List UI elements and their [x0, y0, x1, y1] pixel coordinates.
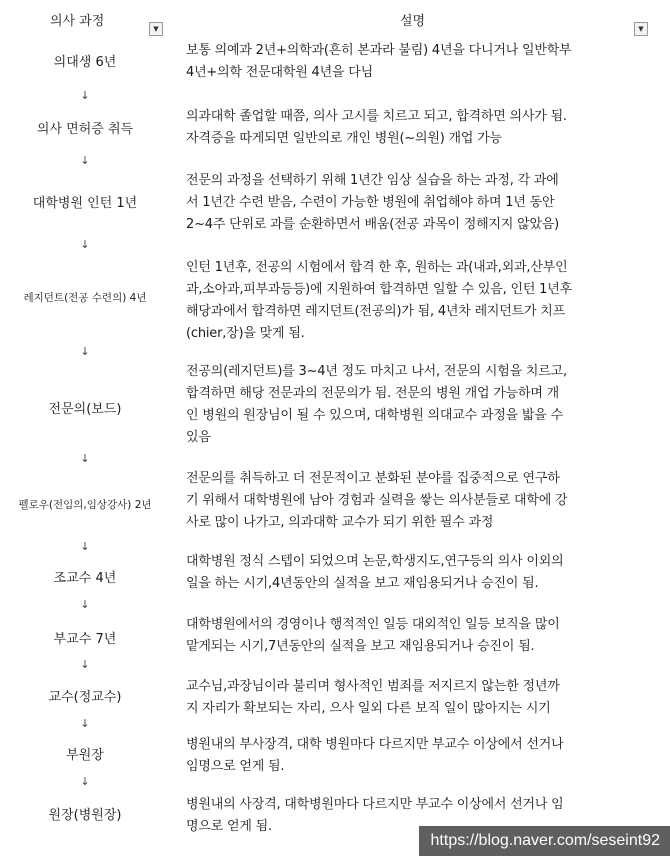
- down-arrow-icon: ↓: [80, 598, 90, 611]
- description-line: (chier,장)을 맞게 됨.: [186, 326, 305, 341]
- down-arrow-icon: ↓: [80, 717, 90, 730]
- stage-description: [186, 468, 664, 534]
- stage-description: [186, 614, 664, 658]
- description-line: 전공의(레지던트)를 3~4년 정도 마치고 나서, 전문의 시험을 치르고,: [186, 364, 567, 379]
- description-line: 4년+의학 전문대학원 4년을 다님: [186, 65, 373, 80]
- description-line: 해당과에서 합격하면 레지던트(전공의)가 됨, 4년차 레지던트가 치프: [186, 304, 566, 319]
- description-line: 맡게되는 시기,7년동안의 실적을 보고 재임용되거나 승진이 됨.: [186, 639, 535, 654]
- filter-dropdown-description[interactable]: [634, 22, 648, 36]
- description-line: 명으로 얻게 됨.: [186, 819, 272, 834]
- blog-watermark: https://blog.naver.com/seseint92: [419, 826, 670, 856]
- career-table: [2, 0, 666, 852]
- chevron-down-icon: ▼: [638, 24, 644, 33]
- description-line: 2~4주 단위로 과를 순환하면서 배움(전공 과목이 정해지지 않았음): [186, 217, 560, 232]
- stage-description: [186, 734, 664, 778]
- stage-label: 의대생 6년: [53, 55, 117, 70]
- description-line: 인턴 1년후, 전공의 시험에서 합격 한 후, 원하는 과(내과,외과,산부인: [186, 260, 568, 275]
- stage-description: [186, 257, 664, 345]
- stage-description: [186, 170, 664, 236]
- description-line: 자격증을 따게되면 일반의로 개인 병원(~의원) 개업 가능: [186, 131, 502, 146]
- table-header: [2, 0, 666, 40]
- down-arrow-icon: ↓: [80, 775, 90, 788]
- chevron-down-icon: ▼: [153, 24, 159, 33]
- down-arrow-icon: ↓: [80, 452, 90, 465]
- description-line: 전문의를 취득하고 더 전문적이고 분화된 분야를 집중적으로 연구하: [186, 471, 560, 486]
- description-line: 인 병원의 원장님이 될 수 있으며, 대학병원 의대교수 과정을 밟을 수: [186, 408, 563, 423]
- description-line: 대학병원에서의 경영이나 행적적인 일등 대외적인 일등 보직을 많이: [186, 617, 560, 632]
- header-label-stage: 의사 과정: [50, 14, 105, 29]
- header-label-description: 설명: [400, 14, 426, 29]
- description-line: 일을 하는 시기,4년동안의 실적을 보고 재임용되거나 승진이 됨.: [186, 576, 539, 591]
- description-line: 합격하면 해당 전문과의 전문의가 됨. 전문의 병원 개업 가능하며 개: [186, 386, 559, 401]
- down-arrow-icon: ↓: [80, 540, 90, 553]
- down-arrow-icon: ↓: [80, 345, 90, 358]
- filter-dropdown-stage[interactable]: [149, 22, 163, 36]
- description-line: 병원내의 사장격, 대학병원마다 다르지만 부교수 이상에서 선거나 임: [186, 797, 564, 812]
- stage-label: 의사 면허증 취득: [36, 122, 134, 137]
- description-line: 기 위해서 대학병원에 남아 경험과 실력을 쌓는 의사분들로 대학에 강: [186, 493, 568, 508]
- header-cell-stage: [2, 0, 168, 40]
- down-arrow-icon: ↓: [80, 89, 90, 102]
- stage-label: 전문의(보드): [48, 402, 122, 417]
- stage-label: 부원장: [66, 748, 104, 763]
- stage-label: 원장(병원장): [48, 808, 122, 823]
- description-line: 전문의 과정을 선택하기 위해 1년간 임상 실습을 하는 과정, 각 과에: [186, 173, 559, 188]
- description-line: 보통 의예과 2년+의학과(흔히 본과라 불림) 4년을 다니거나 일반학부: [186, 43, 572, 58]
- down-arrow-icon: ↓: [80, 238, 90, 251]
- description-line: 과,소아과,피부과등등)에 지원하여 합격하면 일할 수 있음, 인턴 1년후: [186, 282, 572, 297]
- stage-description: [186, 551, 664, 595]
- down-arrow-icon: ↓: [80, 658, 90, 671]
- description-line: 대학병원 정식 스텝이 되었으며 논문,학생지도,연구등의 의사 이외의: [186, 554, 564, 569]
- description-line: 사로 많이 나가고, 의과대학 교수가 되기 위한 필수 과정: [186, 515, 494, 530]
- description-line: 있음: [186, 430, 211, 445]
- stage-description: [186, 676, 664, 720]
- description-line: 서 1년간 수련 받음, 수련이 가능한 병원에 취업해야 하며 1년 동안: [186, 195, 555, 210]
- stage-label: 대학병원 인턴 1년: [32, 196, 138, 211]
- stage-description: [186, 40, 664, 84]
- stage-label: 교수(정교수): [48, 690, 122, 705]
- stage-label: 부교수 7년: [53, 632, 117, 647]
- stage-label: 펠로우(전임의,임상강사) 2년: [18, 499, 152, 511]
- description-line: 임명으로 얻게 됨.: [186, 759, 285, 774]
- description-line: 병원내의 부사장격, 대학 병원마다 다르지만 부교수 이상에서 선거나: [186, 737, 564, 752]
- description-line: 의과대학 졸업할 때쯤, 의사 고시를 치르고 되고, 합격하면 의사가 됨.: [186, 109, 567, 124]
- header-cell-description: [170, 0, 666, 40]
- stage-description: [186, 106, 664, 150]
- description-line: 교수님,과장님이라 불리며 형사적인 범죄를 저지르지 않는한 정년까: [186, 679, 560, 694]
- stage-label: 조교수 4년: [53, 571, 117, 586]
- stage-description: [186, 361, 664, 449]
- description-line: 지 자리가 확보되는 자리, 으사 일외 다른 보직 일이 많아지는 시기: [186, 701, 551, 716]
- down-arrow-icon: ↓: [80, 154, 90, 167]
- stage-label: 레지던트(전공 수련의) 4년: [23, 292, 147, 304]
